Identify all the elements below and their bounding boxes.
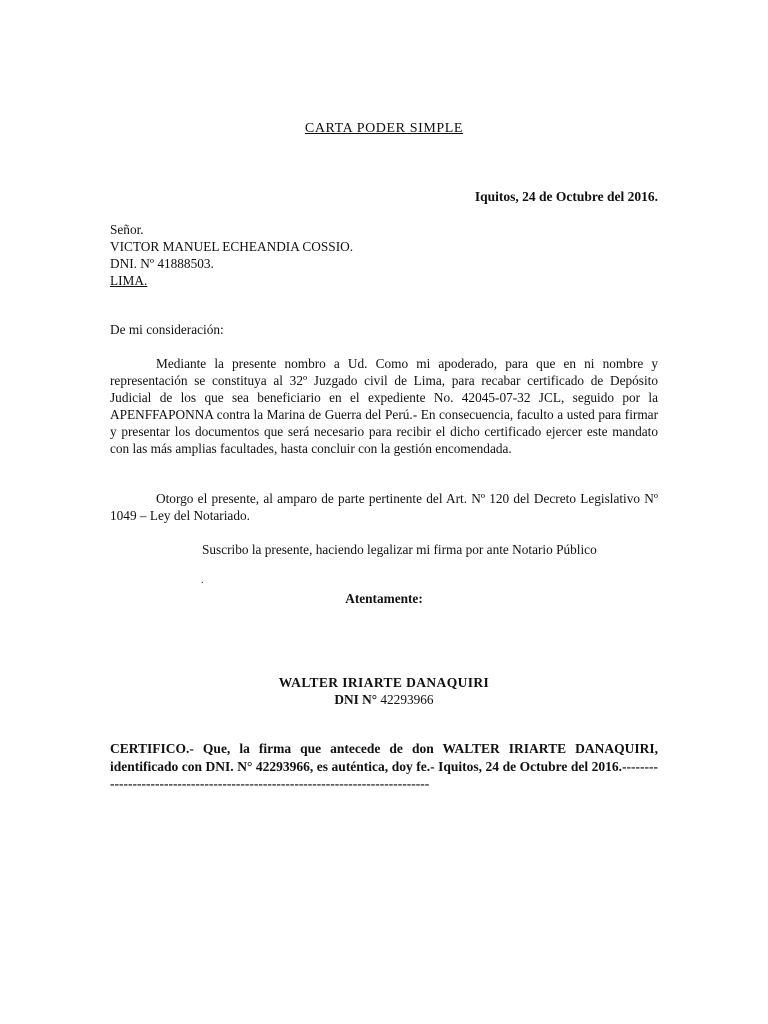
paragraph-legal-basis bbox=[110, 490, 658, 524]
document-title: CARTA PODER SIMPLE bbox=[304, 121, 464, 136]
paragraph-signature-request-text: Suscribo la presente, haciendo legalizar mi firma por ante Notario Público bbox=[202, 542, 597, 557]
addressee-city: LIMA. bbox=[110, 273, 148, 288]
date-line: Iquitos, 24 de Octubre del 2016. bbox=[474, 189, 658, 204]
paragraph-legal-basis-text: Otorgo el presente, al amparo de parte pertinente del Art. Nº 120 del Decreto Legislativo Nº 1049 – Ley del Notariado. bbox=[110, 491, 658, 523]
addressee-salutation: Señor. bbox=[110, 222, 144, 237]
addressee-dni: DNI. Nº 41888503. bbox=[110, 256, 214, 271]
paragraph-mandate bbox=[110, 355, 658, 457]
signer-dni-number: 42293966 bbox=[380, 692, 434, 707]
closing: Atentamente: bbox=[345, 591, 423, 606]
signer-dni-label: DNI N° bbox=[334, 692, 378, 707]
paragraph-signature-request bbox=[156, 541, 658, 558]
stray-mark: . bbox=[201, 575, 204, 586]
addressee-block bbox=[110, 221, 353, 289]
paragraph-mandate-text: Mediante la presente nombro a Ud. Como mi apoderado, para que en ni nombre y representación se constituya al 32º Juzgado civil de Lima, para recabar certificado de Depósito Judicial de los que sea beneficiario en el expediente No. 42045-07-32 JCL, seguido por la APENFFAPONNA contra la Marina de Guerra del Perú.- En consecuencia, faculto a usted para firmar y presentar los documentos que será necesario para recibir el dicho certificado ejercer este mandato con las más amplias facultades, hasta concluir con la gestión encomendada. bbox=[110, 356, 658, 456]
greeting: De mi consideración: bbox=[110, 322, 224, 337]
addressee-name: VICTOR MANUEL ECHEANDIA COSSIO. bbox=[110, 239, 354, 254]
signer-name: WALTER IRIARTE DANAQUIRI bbox=[278, 675, 490, 690]
signer-dni bbox=[0, 691, 768, 708]
certification-paragraph: CERTIFICO.- Que, la firma que antecede de don WALTER IRIARTE DANAQUIRI, identificado con DNI. N° 42293966, es auténtica, doy fe.- Iquitos, 24 de Octubre del 2016.------------------------------------------------------------------------------- bbox=[110, 741, 658, 791]
